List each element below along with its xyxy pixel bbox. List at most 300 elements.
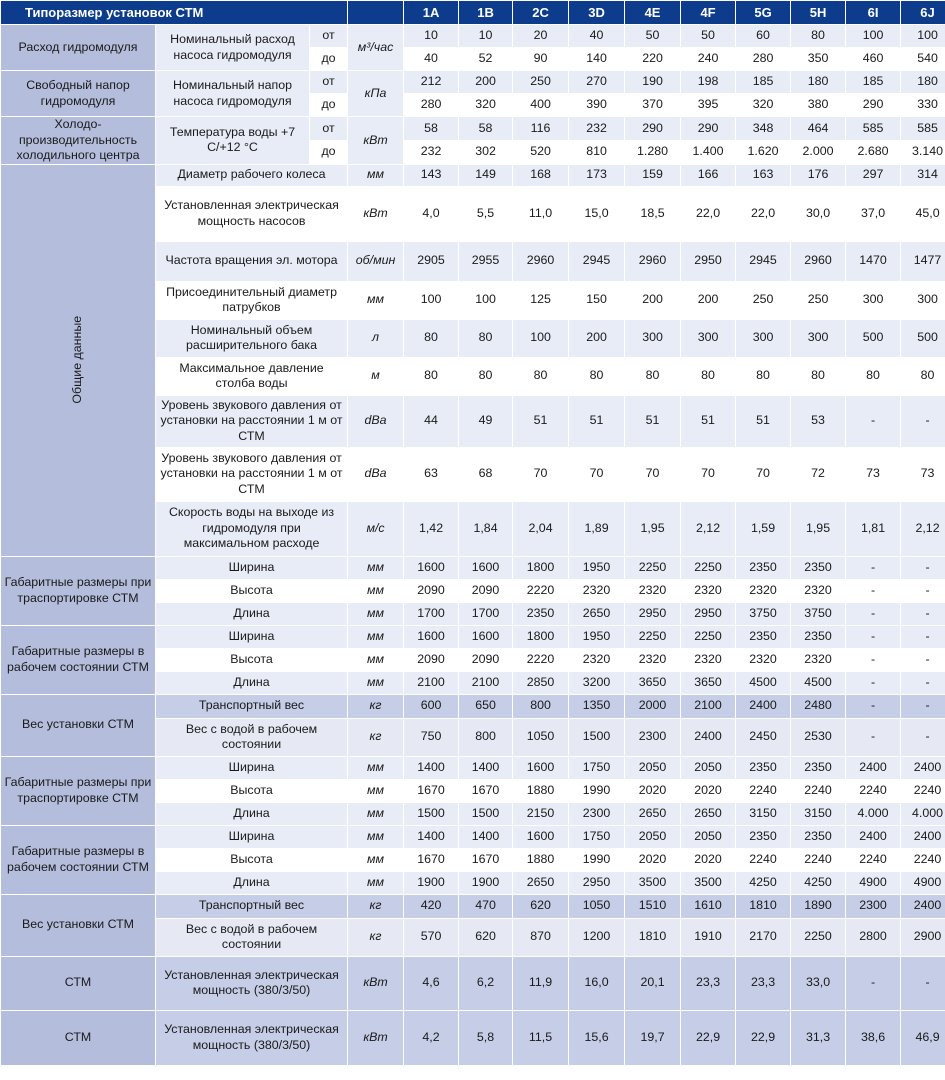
value-cell: 149 xyxy=(459,164,513,186)
value-cell: 1600 xyxy=(404,556,459,579)
parameter-name: Уровень звукового давления от установки на расстоянии 1 м от СТМ xyxy=(156,447,348,501)
value-cell: 2350 xyxy=(791,825,846,848)
value-cell: 100 xyxy=(513,319,569,357)
value-cell: 1400 xyxy=(459,825,513,848)
value-cell: 1400 xyxy=(404,825,459,848)
value-cell: 800 xyxy=(459,718,513,756)
value-cell: 2050 xyxy=(681,756,736,779)
value-cell: 4900 xyxy=(901,871,945,894)
unit-cell: мм xyxy=(348,281,404,319)
value-cell: - xyxy=(846,579,901,602)
value-cell: 15,0 xyxy=(569,186,625,241)
value-cell: 38,6 xyxy=(846,1010,901,1065)
value-cell: 2090 xyxy=(404,648,459,671)
section-label xyxy=(1,164,156,556)
parameter-name: Диаметр рабочего колеса xyxy=(156,164,348,186)
value-cell: 2250 xyxy=(681,556,736,579)
value-cell: - xyxy=(901,602,945,625)
section-label: Свободный напор гидромодуля xyxy=(1,71,156,117)
value-cell: 1900 xyxy=(404,871,459,894)
section-label: СТМ xyxy=(1,1010,156,1065)
unit-cell: кг xyxy=(348,718,404,756)
value-cell: 70 xyxy=(513,447,569,501)
value-cell: 80 xyxy=(513,357,569,395)
value-cell: 2350 xyxy=(736,825,791,848)
value-cell: 51 xyxy=(625,395,681,447)
value-cell: 1500 xyxy=(459,802,513,825)
value-cell: 166 xyxy=(681,164,736,186)
value-cell: 1,95 xyxy=(625,501,681,556)
value-cell: 100 xyxy=(901,25,945,48)
value-cell: 20,1 xyxy=(625,956,681,1010)
value-cell: 2350 xyxy=(736,556,791,579)
value-cell: 2350 xyxy=(736,756,791,779)
section-label: Вес установки СТМ xyxy=(1,694,156,756)
value-cell: 585 xyxy=(901,117,945,141)
value-cell: 2960 xyxy=(625,241,681,281)
value-cell: 232 xyxy=(569,117,625,141)
section-label: Габаритные размеры при траспортировке СТМ xyxy=(1,556,156,625)
value-cell: 1880 xyxy=(513,779,569,802)
unit-cell: об/мин xyxy=(348,241,404,281)
value-cell: 100 xyxy=(846,25,901,48)
value-cell: 1477 xyxy=(901,241,945,281)
value-cell: 51 xyxy=(681,395,736,447)
value-cell: - xyxy=(901,556,945,579)
value-cell: 19,7 xyxy=(625,1010,681,1065)
value-cell: 80 xyxy=(901,357,945,395)
value-cell: 80 xyxy=(846,357,901,395)
value-cell: 163 xyxy=(736,164,791,186)
value-cell: 70 xyxy=(736,447,791,501)
value-cell: 143 xyxy=(404,164,459,186)
value-cell: 1700 xyxy=(404,602,459,625)
value-cell: - xyxy=(846,602,901,625)
unit-cell: мм xyxy=(348,648,404,671)
unit-cell: мм xyxy=(348,164,404,186)
value-cell: 3500 xyxy=(625,871,681,894)
value-cell: 1600 xyxy=(513,756,569,779)
value-cell: 1950 xyxy=(569,625,625,648)
value-cell: 2300 xyxy=(569,802,625,825)
value-cell: 280 xyxy=(404,94,459,117)
value-cell: 1750 xyxy=(569,825,625,848)
value-cell: 3650 xyxy=(625,671,681,694)
value-cell: 180 xyxy=(901,71,945,94)
value-cell: 400 xyxy=(513,94,569,117)
table-row xyxy=(1,117,945,141)
unit-cell: кПа xyxy=(348,71,404,117)
section-label: Габаритные размеры при траспортировке СТМ xyxy=(1,756,156,825)
value-cell: 1050 xyxy=(513,718,569,756)
value-cell: 2320 xyxy=(625,579,681,602)
value-cell: 2350 xyxy=(791,625,846,648)
value-cell: 2240 xyxy=(846,779,901,802)
range-label: до xyxy=(310,94,348,117)
value-cell: 173 xyxy=(569,164,625,186)
value-cell: 2950 xyxy=(681,241,736,281)
value-cell: 10 xyxy=(459,25,513,48)
table-row xyxy=(1,25,945,48)
value-cell: 140 xyxy=(569,48,625,71)
value-cell: 176 xyxy=(791,164,846,186)
value-cell: 1.400 xyxy=(681,140,736,164)
value-cell: 620 xyxy=(513,894,569,918)
value-cell: 51 xyxy=(736,395,791,447)
value-cell: 350 xyxy=(791,48,846,71)
value-cell: 200 xyxy=(625,281,681,319)
unit-cell: л xyxy=(348,319,404,357)
value-cell: - xyxy=(846,956,901,1010)
value-cell: 390 xyxy=(569,94,625,117)
value-cell: 2945 xyxy=(736,241,791,281)
parameter-name: Частота вращения эл. мотора xyxy=(156,241,348,281)
parameter-name: Высота xyxy=(156,779,348,802)
value-cell: 80 xyxy=(791,25,846,48)
section-label: Габаритные размеры в рабочем состоянии СТМ xyxy=(1,825,156,894)
value-cell: 3750 xyxy=(791,602,846,625)
value-cell: 2090 xyxy=(404,579,459,602)
table-title: Типоразмер установок СТМ xyxy=(1,1,348,25)
value-cell: 80 xyxy=(736,357,791,395)
model-header: 1B xyxy=(459,1,513,25)
value-cell: 3.140 xyxy=(901,140,945,164)
unit-cell: dBa xyxy=(348,395,404,447)
value-cell: - xyxy=(901,956,945,1010)
parameter-name: Вес с водой в рабочем состоянии xyxy=(156,718,348,756)
value-cell: 2350 xyxy=(513,602,569,625)
value-cell: 570 xyxy=(404,918,459,956)
value-cell: 2320 xyxy=(681,648,736,671)
value-cell: 30,0 xyxy=(791,186,846,241)
value-cell: 500 xyxy=(846,319,901,357)
value-cell: 1470 xyxy=(846,241,901,281)
table-row xyxy=(1,556,945,579)
value-cell: 22,9 xyxy=(736,1010,791,1065)
value-cell: 2350 xyxy=(791,556,846,579)
value-cell: 300 xyxy=(736,319,791,357)
unit-cell: м xyxy=(348,357,404,395)
model-header: 4E xyxy=(625,1,681,25)
value-cell: 1.620 xyxy=(736,140,791,164)
value-cell: - xyxy=(846,718,901,756)
value-cell: 2450 xyxy=(736,718,791,756)
value-cell: 22,0 xyxy=(736,186,791,241)
model-header: 1A xyxy=(404,1,459,25)
value-cell: 464 xyxy=(791,117,846,141)
value-cell: 4900 xyxy=(846,871,901,894)
value-cell: 2.680 xyxy=(846,140,901,164)
value-cell: 1600 xyxy=(404,625,459,648)
value-cell: 500 xyxy=(901,319,945,357)
value-cell: 200 xyxy=(569,319,625,357)
table-row xyxy=(1,956,945,1010)
value-cell: 2350 xyxy=(736,625,791,648)
value-cell: 320 xyxy=(736,94,791,117)
model-header: 3D xyxy=(569,1,625,25)
value-cell: 2240 xyxy=(846,848,901,871)
value-cell: 40 xyxy=(404,48,459,71)
value-cell: 1.280 xyxy=(625,140,681,164)
value-cell: 1,59 xyxy=(736,501,791,556)
value-cell: 1670 xyxy=(404,848,459,871)
unit-cell: кВт xyxy=(348,956,404,1010)
unit-cell: мм xyxy=(348,779,404,802)
value-cell: 58 xyxy=(404,117,459,141)
table-row xyxy=(1,71,945,94)
model-header: 5G xyxy=(736,1,791,25)
value-cell: 2320 xyxy=(791,579,846,602)
parameter-name: Номинальный напор насоса гидромодуля xyxy=(156,71,310,117)
value-cell: 80 xyxy=(681,357,736,395)
value-cell: 300 xyxy=(791,319,846,357)
value-cell: 2150 xyxy=(513,802,569,825)
value-cell: 1670 xyxy=(459,848,513,871)
value-cell: 15,6 xyxy=(569,1010,625,1065)
value-cell: 2250 xyxy=(625,625,681,648)
value-cell: 125 xyxy=(513,281,569,319)
value-cell: - xyxy=(901,718,945,756)
value-cell: 2400 xyxy=(681,718,736,756)
section-label: Расход гидромодуля xyxy=(1,25,156,71)
value-cell: 300 xyxy=(681,319,736,357)
value-cell: 2960 xyxy=(791,241,846,281)
value-cell: 1670 xyxy=(404,779,459,802)
value-cell: - xyxy=(846,671,901,694)
parameter-name: Длина xyxy=(156,802,348,825)
model-header: 4F xyxy=(681,1,736,25)
value-cell: 1,81 xyxy=(846,501,901,556)
value-cell: 4500 xyxy=(736,671,791,694)
unit-cell: мм xyxy=(348,579,404,602)
parameter-name: Ширина xyxy=(156,625,348,648)
value-cell: 4250 xyxy=(791,871,846,894)
value-cell: 37,0 xyxy=(846,186,901,241)
value-cell: - xyxy=(901,395,945,447)
value-cell: 51 xyxy=(569,395,625,447)
value-cell: 33,0 xyxy=(791,956,846,1010)
value-cell: 11,0 xyxy=(513,186,569,241)
parameter-name: Ширина xyxy=(156,756,348,779)
value-cell: 63 xyxy=(404,447,459,501)
table-row xyxy=(1,625,945,648)
value-cell: 159 xyxy=(625,164,681,186)
value-cell: 1050 xyxy=(569,894,625,918)
value-cell: 46,9 xyxy=(901,1010,945,1065)
value-cell: 1750 xyxy=(569,756,625,779)
value-cell: 2000 xyxy=(625,694,681,718)
value-cell: 620 xyxy=(459,918,513,956)
value-cell: 2220 xyxy=(513,648,569,671)
value-cell: 2090 xyxy=(459,579,513,602)
value-cell: 80 xyxy=(791,357,846,395)
value-cell: 320 xyxy=(459,94,513,117)
unit-cell: мм xyxy=(348,871,404,894)
value-cell: 80 xyxy=(625,357,681,395)
value-cell: 300 xyxy=(901,281,945,319)
table-row xyxy=(1,756,945,779)
value-cell: 72 xyxy=(791,447,846,501)
value-cell: 2905 xyxy=(404,241,459,281)
value-cell: 22,9 xyxy=(681,1010,736,1065)
value-cell: 380 xyxy=(791,94,846,117)
value-cell: 51 xyxy=(513,395,569,447)
value-cell: 200 xyxy=(459,71,513,94)
value-cell: 300 xyxy=(625,319,681,357)
header-row xyxy=(1,1,945,25)
value-cell: 80 xyxy=(459,357,513,395)
table-body xyxy=(1,25,945,1066)
value-cell: 58 xyxy=(459,117,513,141)
value-cell: 290 xyxy=(625,117,681,141)
value-cell: 80 xyxy=(404,357,459,395)
value-cell: 330 xyxy=(901,94,945,117)
value-cell: 31,3 xyxy=(791,1010,846,1065)
parameter-name: Длина xyxy=(156,602,348,625)
value-cell: 3650 xyxy=(681,671,736,694)
value-cell: 2320 xyxy=(569,579,625,602)
table-row xyxy=(1,894,945,918)
value-cell: 810 xyxy=(569,140,625,164)
value-cell: 2020 xyxy=(681,848,736,871)
value-cell: 180 xyxy=(791,71,846,94)
value-cell: 600 xyxy=(404,694,459,718)
value-cell: 73 xyxy=(901,447,945,501)
value-cell: 45,0 xyxy=(901,186,945,241)
value-cell: 2240 xyxy=(791,848,846,871)
value-cell: 2320 xyxy=(791,648,846,671)
unit-cell: кг xyxy=(348,918,404,956)
value-cell: 2250 xyxy=(681,625,736,648)
value-cell: - xyxy=(846,625,901,648)
value-cell: 3200 xyxy=(569,671,625,694)
unit-cell: мм xyxy=(348,602,404,625)
value-cell: 40 xyxy=(569,25,625,48)
section-label: Габаритные размеры в рабочем состоянии СТМ xyxy=(1,625,156,694)
value-cell: 370 xyxy=(625,94,681,117)
value-cell: 2020 xyxy=(625,848,681,871)
parameter-name: Номинальный объем расширительного бака xyxy=(156,319,348,357)
value-cell: 200 xyxy=(681,281,736,319)
value-cell: 2400 xyxy=(901,825,945,848)
value-cell: 198 xyxy=(681,71,736,94)
value-cell: 250 xyxy=(791,281,846,319)
value-cell: 2220 xyxy=(513,579,569,602)
unit-cell: мм xyxy=(348,756,404,779)
value-cell: 2320 xyxy=(736,648,791,671)
parameter-name: Максимальное давление столба воды xyxy=(156,357,348,395)
value-cell: 2300 xyxy=(625,718,681,756)
value-cell: 232 xyxy=(404,140,459,164)
value-cell: 2950 xyxy=(625,602,681,625)
value-cell: 1,42 xyxy=(404,501,459,556)
unit-cell: кг xyxy=(348,694,404,718)
value-cell: 1400 xyxy=(459,756,513,779)
value-cell: 2530 xyxy=(791,718,846,756)
unit-cell: м/с xyxy=(348,501,404,556)
value-cell: 2945 xyxy=(569,241,625,281)
value-cell: 23,3 xyxy=(681,956,736,1010)
value-cell: 290 xyxy=(681,117,736,141)
value-cell: 3500 xyxy=(681,871,736,894)
range-label: до xyxy=(310,140,348,164)
value-cell: 4,6 xyxy=(404,956,459,1010)
value-cell: 1810 xyxy=(625,918,681,956)
value-cell: 70 xyxy=(681,447,736,501)
value-cell: 1950 xyxy=(569,556,625,579)
value-cell: 300 xyxy=(846,281,901,319)
parameter-name: Высота xyxy=(156,848,348,871)
value-cell: 2480 xyxy=(791,694,846,718)
value-cell: 168 xyxy=(513,164,569,186)
value-cell: 2900 xyxy=(901,918,945,956)
value-cell: 420 xyxy=(404,894,459,918)
value-cell: 18,5 xyxy=(625,186,681,241)
parameter-name: Длина xyxy=(156,671,348,694)
value-cell: 68 xyxy=(459,447,513,501)
value-cell: 44 xyxy=(404,395,459,447)
value-cell: 2090 xyxy=(459,648,513,671)
value-cell: 2,04 xyxy=(513,501,569,556)
table-row xyxy=(1,825,945,848)
value-cell: 212 xyxy=(404,71,459,94)
parameter-name: Вес с водой в рабочем состоянии xyxy=(156,918,348,956)
value-cell: 100 xyxy=(404,281,459,319)
value-cell: 50 xyxy=(681,25,736,48)
value-cell: 800 xyxy=(513,694,569,718)
value-cell: 2240 xyxy=(901,848,945,871)
value-cell: - xyxy=(901,625,945,648)
section-label: Вес установки СТМ xyxy=(1,894,156,956)
value-cell: 2050 xyxy=(625,756,681,779)
parameter-name: Температура воды +7 С/+12 °С xyxy=(156,117,310,165)
value-cell: 302 xyxy=(459,140,513,164)
value-cell: 5,8 xyxy=(459,1010,513,1065)
parameter-name: Скорость воды на выходе из гидромодуля при максимальном расходе xyxy=(156,501,348,556)
value-cell: 185 xyxy=(846,71,901,94)
parameter-name: Уровень звукового давления от установки на расстоянии 1 м от СТМ xyxy=(156,395,348,447)
value-cell: 290 xyxy=(846,94,901,117)
unit-cell: кг xyxy=(348,894,404,918)
value-cell: 116 xyxy=(513,117,569,141)
value-cell: 2250 xyxy=(791,918,846,956)
value-cell: 4,2 xyxy=(404,1010,459,1065)
value-cell: 2170 xyxy=(736,918,791,956)
value-cell: 280 xyxy=(736,48,791,71)
value-cell: 650 xyxy=(459,694,513,718)
value-cell: 50 xyxy=(625,25,681,48)
header-unit-cell xyxy=(348,1,404,25)
value-cell: 1500 xyxy=(569,718,625,756)
value-cell: 2400 xyxy=(846,756,901,779)
value-cell: 80 xyxy=(459,319,513,357)
parameter-name: Транспортный вес xyxy=(156,894,348,918)
value-cell: 220 xyxy=(625,48,681,71)
unit-cell: мм xyxy=(348,671,404,694)
table-row xyxy=(1,164,945,186)
unit-cell: кВт xyxy=(348,186,404,241)
value-cell: 1,89 xyxy=(569,501,625,556)
value-cell: 185 xyxy=(736,71,791,94)
value-cell: 2240 xyxy=(736,779,791,802)
value-cell: 190 xyxy=(625,71,681,94)
value-cell: 297 xyxy=(846,164,901,186)
model-header: 6I xyxy=(846,1,901,25)
value-cell: 16,0 xyxy=(569,956,625,1010)
value-cell: 1910 xyxy=(681,918,736,956)
value-cell: 1890 xyxy=(791,894,846,918)
value-cell: 1900 xyxy=(459,871,513,894)
